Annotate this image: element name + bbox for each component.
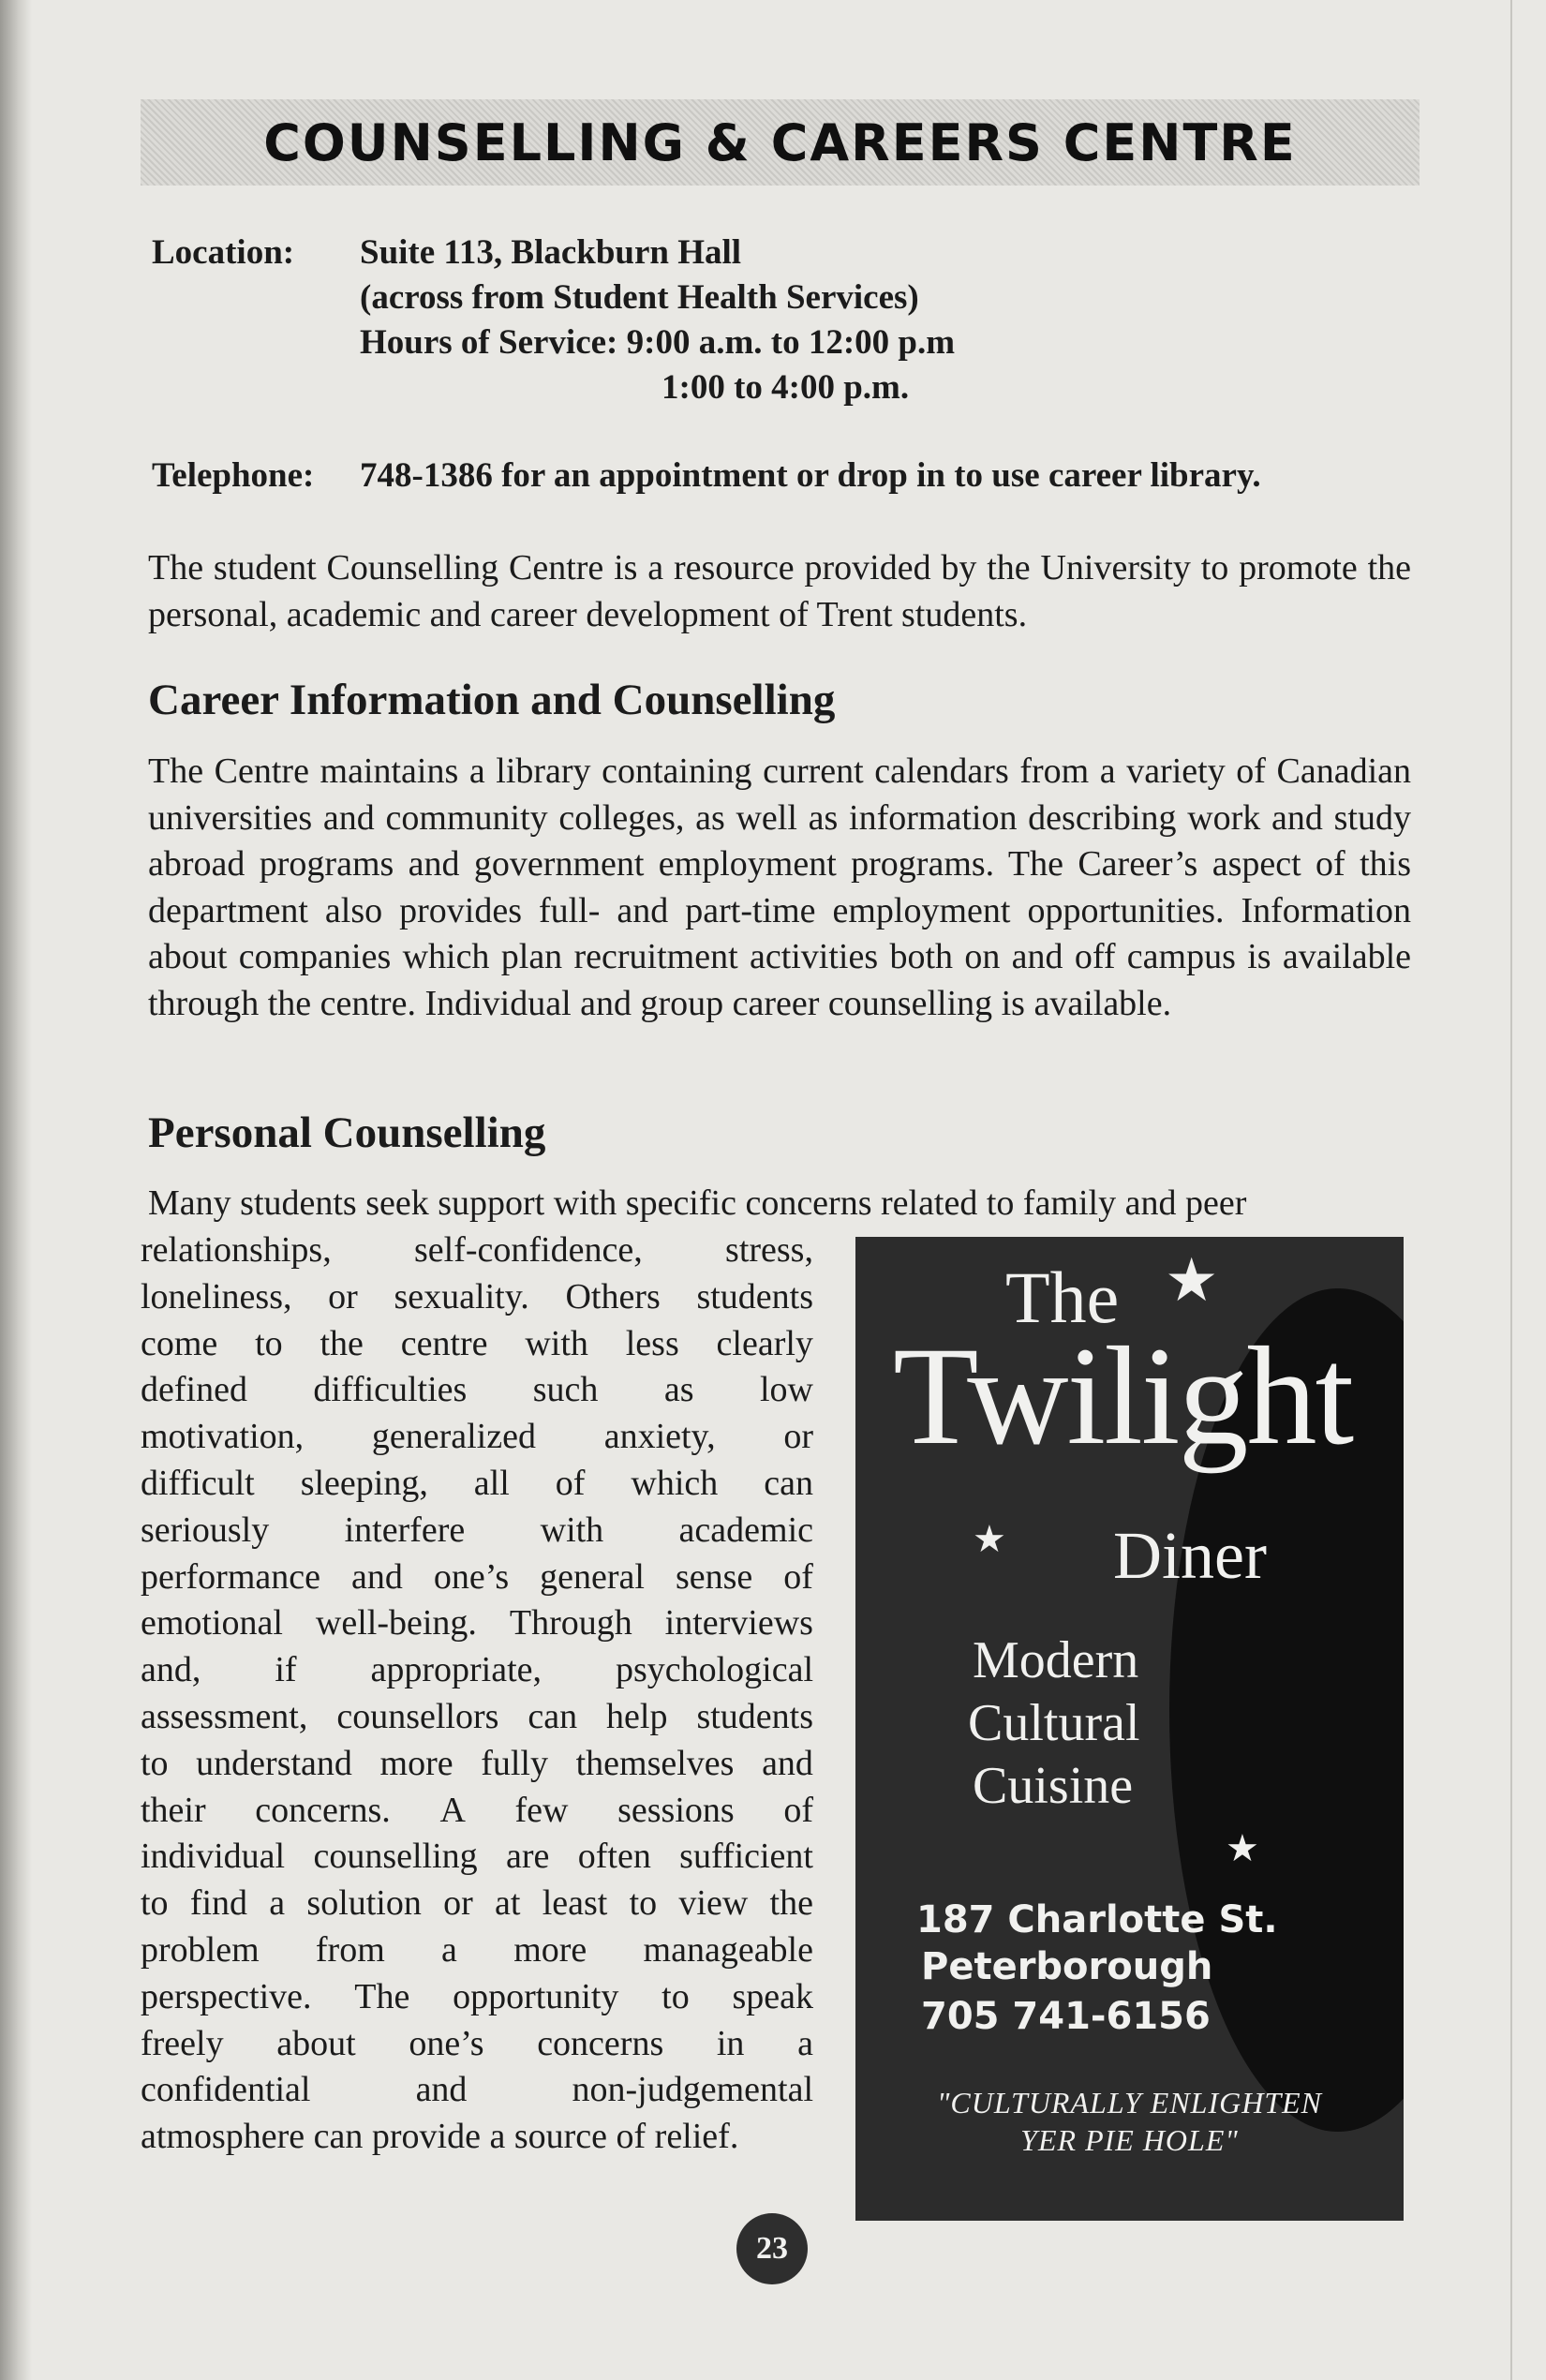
location-line: Suite 113, Blackburn Hall (360, 233, 742, 272)
location-line: (across from Student Health Services) (360, 278, 919, 317)
star-icon: ★ (973, 1518, 1006, 1561)
telephone-label: Telephone: (152, 456, 315, 495)
location-label: Location: (152, 233, 295, 272)
personal-line: their concerns. A few sessions of (141, 1790, 813, 1830)
personal-line: emotional well-being. Through interviews (141, 1603, 813, 1644)
personal-line: loneliness, or sexuality. Others students (141, 1276, 813, 1316)
page-edge (0, 0, 32, 2380)
ad-slogan: YER PIE HOLE" (1020, 2123, 1239, 2157)
ad-slogan: "CULTURALLY ENLIGHTEN (936, 2086, 1323, 2120)
personal-line: defined difficulties such as low (141, 1370, 813, 1410)
personal-paragraph (141, 1227, 813, 2161)
location-line: 1:00 to 4:00 p.m. (662, 368, 910, 407)
ad-city: Peterborough (921, 1945, 1213, 1988)
star-icon: ★ (1226, 1827, 1259, 1870)
ad-twilight: Twilight (893, 1318, 1353, 1474)
personal-line: atmosphere can provide a source of relief. (141, 2117, 739, 2157)
personal-line: confidential and non-judgemental (141, 2070, 813, 2110)
twilight-diner-ad (855, 1237, 1404, 2221)
personal-line: assessment, counsellors can help students (141, 1696, 813, 1736)
page-fold-line (1510, 0, 1512, 2380)
personal-line: problem from a more manageable (141, 1929, 813, 1970)
personal-line: to understand more fully themselves and (141, 1743, 813, 1783)
personal-heading: Personal Counselling (148, 1108, 546, 1157)
personal-line: individual counselling are often sufficient (141, 1837, 813, 1877)
personal-line: performance and one’s general sense of (141, 1556, 813, 1597)
location-line: Hours of Service: 9:00 a.m. to 12:00 p.m (360, 323, 956, 362)
personal-line: motivation, generalized anxiety, or (141, 1417, 813, 1457)
ad-address: 187 Charlotte St. (916, 1898, 1278, 1941)
personal-line: freely about one’s concerns in a (141, 2023, 813, 2063)
personal-line: relationships, self-confidence, stress, (141, 1230, 813, 1270)
page-number: 23 (736, 2213, 808, 2284)
personal-line: perspective. The opportunity to speak (141, 1976, 813, 2016)
career-heading: Career Information and Counselling (148, 676, 836, 724)
intro-paragraph (148, 545, 1411, 638)
header-bar (141, 99, 1420, 186)
ad-tagline: Cultural (968, 1694, 1140, 1752)
career-paragraph (148, 749, 1411, 1027)
ad-the: The (1005, 1257, 1120, 1338)
ad-tagline: Modern (973, 1631, 1139, 1689)
ad-phone: 705 741-6156 (921, 1995, 1211, 2038)
page-title: COUNSELLING & CAREERS CENTRE (263, 112, 1297, 172)
personal-line: come to the centre with less clearly (141, 1323, 813, 1363)
ad-tagline: Cuisine (973, 1757, 1134, 1815)
telephone-text: 748-1386 for an appointment or drop in to use career library. (360, 456, 1261, 495)
ad-diner: Diner (1113, 1518, 1267, 1593)
personal-line: difficult sleeping, all of which can (141, 1463, 813, 1503)
personal-first-line: Many students seek support with specific concerns related to family and peer (148, 1183, 1247, 1223)
personal-line: and, if appropriate, psychological (141, 1650, 813, 1690)
career-text: The Centre maintains a library containing current calendars from a variety of Canadian universities and community colleges, as well as information describing work and study abroad programs and government employment programs. The Career’s aspect of this department also provides full- and part-time employment opportunities. Information about companies which plan recruitment activities both on and off campus is available through the centre. Individual and group career counselling is available. (148, 751, 1411, 1023)
intro-text: The student Counselling Centre is a resource provided by the University to promote the personal, academic and career development of Trent students. (148, 548, 1411, 634)
personal-line: to find a solution or at least to view the (141, 1883, 813, 1924)
star-icon: ★ (1165, 1246, 1219, 1316)
personal-line: seriously interfere with academic (141, 1510, 813, 1550)
